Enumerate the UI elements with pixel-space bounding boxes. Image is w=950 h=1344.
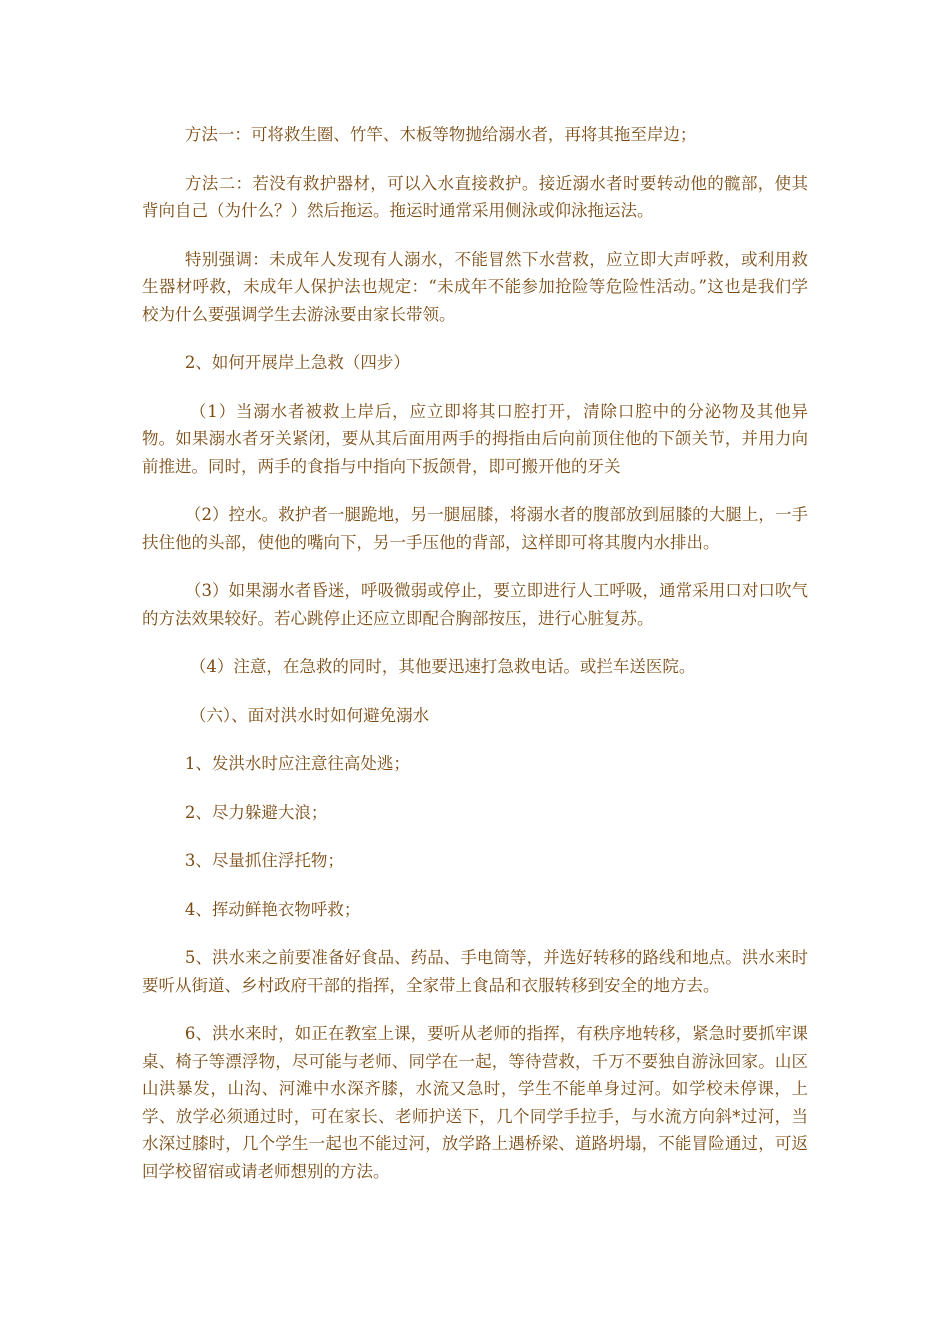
paragraph-method-two: 方法二：若没有救护器材，可以入水直接救护。接近溺水者时要转动他的髋部，使其背向自己（为什么？）然后拖运。拖运时通常采用侧泳或仰泳拖运法。 xyxy=(142,173,808,220)
paragraph-step-3: （3）如果溺水者昏迷，呼吸微弱或停止，要立即进行人工呼吸，通常采用口对口吹气的方法效果较好。若心跳停止还应立即配合胸部按压，进行心脏复苏。 xyxy=(142,581,808,628)
heading-flood-section: （六）、面对洪水时如何避免溺水 xyxy=(189,705,430,725)
paragraph-step-2: （2）控水。救护者一腿跪地，另一腿屈膝，将溺水者的腹部放到屈膝的大腿上，一手扶住他的头部，使他的嘴向下，另一手压他的背部，这样即可将其腹内水排出。 xyxy=(142,505,808,552)
paragraph-special-emphasis: 特别强调：未成年人发现有人溺水，不能冒然下水营救，应立即大声呼救，或利用救生器材呼救，未成年人保护法也规定：“未成年不能参加抢险等危险性活动。”这也是我们学校为什么要强调学生去游泳要由家长带领。 xyxy=(142,249,808,324)
paragraph-step-1: （1）当溺水者被救上岸后，应立即将其口腔打开，清除口腔中的分泌物及其他异物。如果溺水者牙关紧闭，要从其后面用两手的拇指由后向前顶住他的下颌关节，并用力向前推进。同时，两手的食指与中指向下扳颌骨，即可搬开他的牙关 xyxy=(142,401,808,476)
paragraph-step-4: （4）注意，在急救的同时，其他要迅速打急救电话。或拦车送医院。 xyxy=(189,657,696,676)
paragraph-method-one: 方法一：可将救生圈、竹竿、木板等物抛给溺水者，再将其拖至岸边； xyxy=(184,125,697,144)
paragraph-flood-tip-6: 6、洪水来时，如正在教室上课，要听从老师的指挥，有秩序地转移，紧急时要抓牢课桌、椅子等漂浮物，尽可能与老师、同学在一起，等待营救，千万不要独自游泳回家。山区山洪暴发，山沟、河滩中水深齐膝，水流又急时，学生不能单身过河。如学校未停课，上学、放学必须通过时，可在家长、老师护送下，几个同学手拉手，与水流方向斜*过河，当水深过膝时，几个学生一起也不能过河，放学路上遇桥梁、道路坍塌，不能冒险通过，可返回学校留宿或请老师想别的方法。 xyxy=(142,1024,808,1181)
paragraph-flood-tip-3: 3、尽量抓住浮托物； xyxy=(184,851,344,870)
paragraph-flood-tip-1: 1、发洪水时应注意往高处逃； xyxy=(184,754,410,773)
paragraph-flood-tip-5: 5、洪水来之前要准备好食品、药品、手电筒等，并选好转移的路线和地点。洪水来时要听从街道、乡村政府干部的指挥，全家带上食品和衣服转移到安全的地方去。 xyxy=(142,948,808,995)
heading-shore-first-aid: 2、如何开展岸上急救（四步） xyxy=(184,353,410,372)
paragraph-flood-tip-2: 2、尽力躲避大浪； xyxy=(184,802,328,822)
paragraph-flood-tip-4: 4、挥动鲜艳衣物呼救； xyxy=(184,899,361,919)
document-body xyxy=(142,121,808,1206)
